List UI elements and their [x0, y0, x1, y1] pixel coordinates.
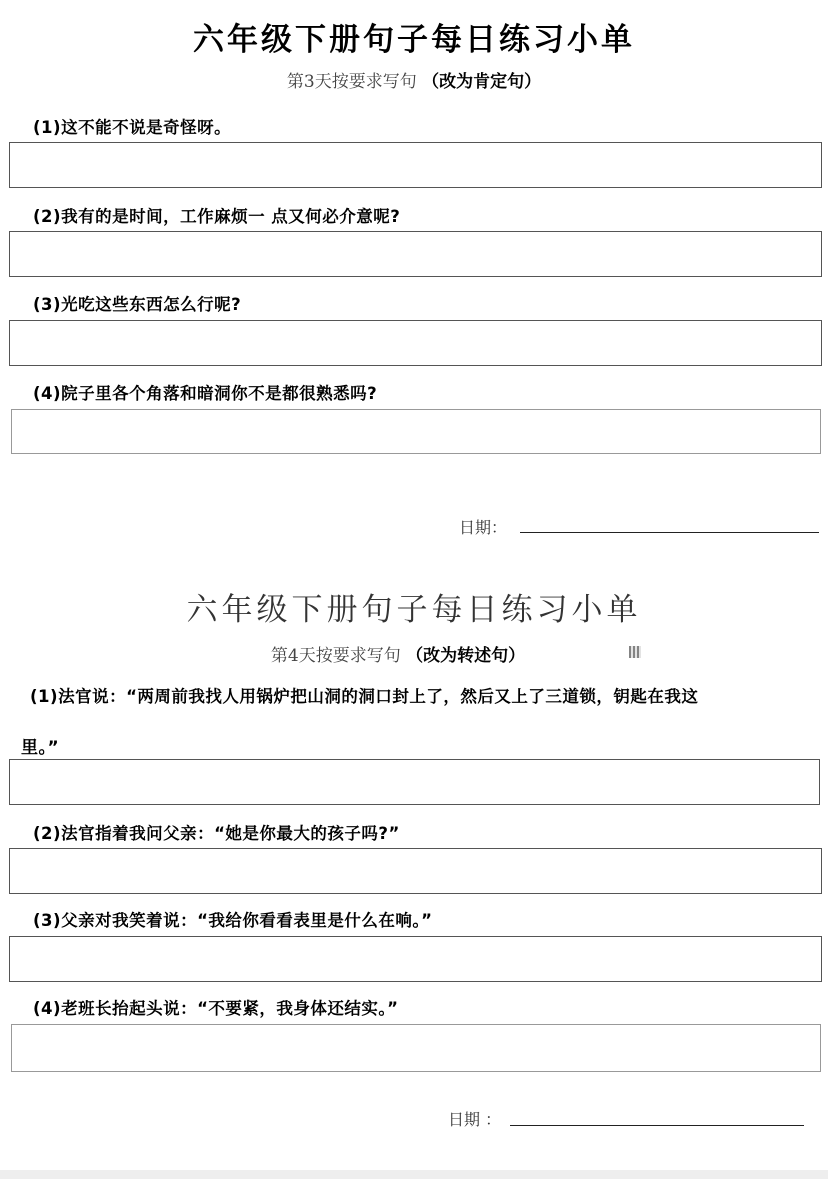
answer-box-day3-3[interactable]	[9, 320, 822, 366]
bottom-bar	[0, 1170, 828, 1179]
answer-box-day3-4[interactable]	[11, 409, 821, 454]
page-title-day4: 六年级下册句子每日练习小单	[186, 592, 642, 628]
question-day4-1-cont: 里。”	[21, 738, 60, 758]
answer-box-day4-3[interactable]	[9, 936, 822, 982]
question-day3-4: (4)院子里各个角落和暗洞你不是都很熟悉吗?	[33, 384, 378, 403]
answer-box-day4-2[interactable]	[9, 848, 822, 894]
question-day4-2: (2)法官指着我问父亲：“她是你最大的孩子吗?”	[33, 824, 400, 843]
answer-box-day4-1[interactable]	[9, 759, 820, 805]
subtitle-day3	[0, 67, 828, 92]
subtitle-day3-requirement: （改为肯定句）	[422, 72, 542, 92]
page-title-day3: 六年级下册句子每日练习小单	[193, 22, 635, 58]
date-line-day3[interactable]	[520, 532, 819, 533]
answer-box-day3-1[interactable]	[9, 142, 822, 188]
question-day3-1: (1)这不能不说是奇怪呀。	[33, 118, 232, 137]
answer-box-day4-4[interactable]	[11, 1024, 821, 1072]
qr-code-icon	[629, 646, 641, 658]
date-label-day4: 日期 ：	[448, 1110, 502, 1129]
date-label-day3: 日期：	[459, 518, 508, 537]
question-day4-4: (4)老班长抬起头说：“不要紧，我身体还结实。”	[33, 999, 399, 1018]
subtitle-day4-requirement: （改为转述句）	[406, 646, 526, 666]
answer-box-day3-2[interactable]	[9, 231, 822, 277]
subtitle-day4-prefix: 第4天按要求写句	[270, 646, 401, 666]
question-day4-3: (3)父亲对我笑着说：“我给你看看表里是什么在响。”	[33, 911, 433, 930]
subtitle-day3-prefix: 第3天按要求写句	[286, 72, 417, 92]
question-day3-3: (3)光吃这些东西怎么行呢?	[33, 295, 242, 314]
date-line-day4[interactable]	[510, 1125, 804, 1126]
question-day4-1: (1)法官说：“两周前我找人用锅炉把山洞的洞口封上了，然后又上了三道锁，钥匙在我这	[30, 687, 699, 706]
subtitle-day4	[0, 641, 796, 666]
question-day3-2: (2)我有的是时间，工作麻烦一 点又何必介意呢?	[33, 207, 401, 226]
